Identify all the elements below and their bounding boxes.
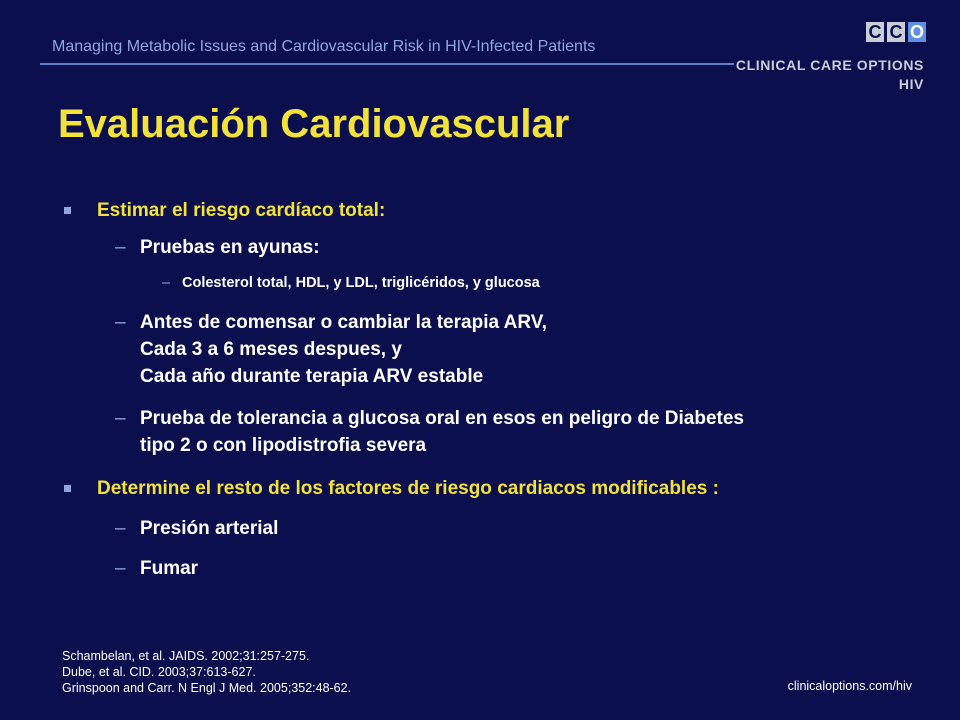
sub-bullet-text-line: Cada 3 a 6 meses despues, y <box>140 339 402 360</box>
reference-line: Dube, et al. CID. 2003;37:613-627. <box>62 665 256 679</box>
dash-icon: – <box>162 275 171 291</box>
reference-line: Grinspoon and Carr. N Engl J Med. 2005;352:48-62. <box>62 681 352 695</box>
logo-letter-1: C <box>866 22 884 42</box>
references <box>62 648 351 696</box>
sub-bullet-item <box>115 405 744 459</box>
sub-bullet-item <box>115 234 320 261</box>
reference-line: Schambelan, et al. JAIDS. 2002;31:257-275. <box>62 649 310 663</box>
sub-bullet-item <box>115 515 279 542</box>
square-bullet-icon <box>64 485 71 492</box>
sub-sub-bullet-text: Colesterol total, HDL, y LDL, triglicéridos, y glucosa <box>182 275 540 291</box>
cco-logo <box>866 22 926 42</box>
logo-letter-3: O <box>909 22 924 42</box>
sub-bullet-item <box>115 309 547 390</box>
sub-bullet-text: Pruebas en ayunas: <box>140 237 320 258</box>
brand-line-1: CLINICAL CARE OPTIONS <box>735 57 924 73</box>
bullet-item <box>97 200 385 222</box>
brand-name <box>736 56 924 94</box>
dash-icon: – <box>115 518 126 539</box>
square-bullet-icon <box>64 207 71 214</box>
logo-letter-2: C <box>887 22 905 42</box>
brand-line-2: HIV <box>898 76 924 92</box>
header-divider <box>40 63 734 65</box>
sub-bullet-text: Fumar <box>140 558 199 579</box>
sub-bullet-item <box>115 555 199 582</box>
footer-url: clinicaloptions.com/hiv <box>787 679 912 693</box>
sub-sub-bullet-item <box>162 275 540 291</box>
dash-icon: – <box>115 408 126 429</box>
bullet-text: Estimar el riesgo cardíaco total: <box>97 200 386 221</box>
bullet-item <box>97 478 719 500</box>
dash-icon: – <box>115 312 126 333</box>
sub-bullet-text-line: Prueba de tolerancia a glucosa oral en esos en peligro de Diabetes <box>140 408 744 429</box>
sub-bullet-text-line: Cada año durante terapia ARV estable <box>140 366 484 387</box>
dash-icon: – <box>115 558 126 579</box>
sub-bullet-text-line: Antes de comensar o cambiar la terapia ARV, <box>140 312 547 333</box>
header-title: Managing Metabolic Issues and Cardiovascular Risk in HIV-Infected Patients <box>52 38 596 55</box>
bullet-text: Determine el resto de los factores de riesgo cardiacos modificables : <box>97 478 719 499</box>
slide-title: Evaluación Cardiovascular <box>58 102 570 146</box>
dash-icon: – <box>115 237 126 258</box>
sub-bullet-text: Presión arterial <box>140 518 279 539</box>
sub-bullet-text-line: tipo 2 o con lipodistrofia severa <box>140 435 427 456</box>
